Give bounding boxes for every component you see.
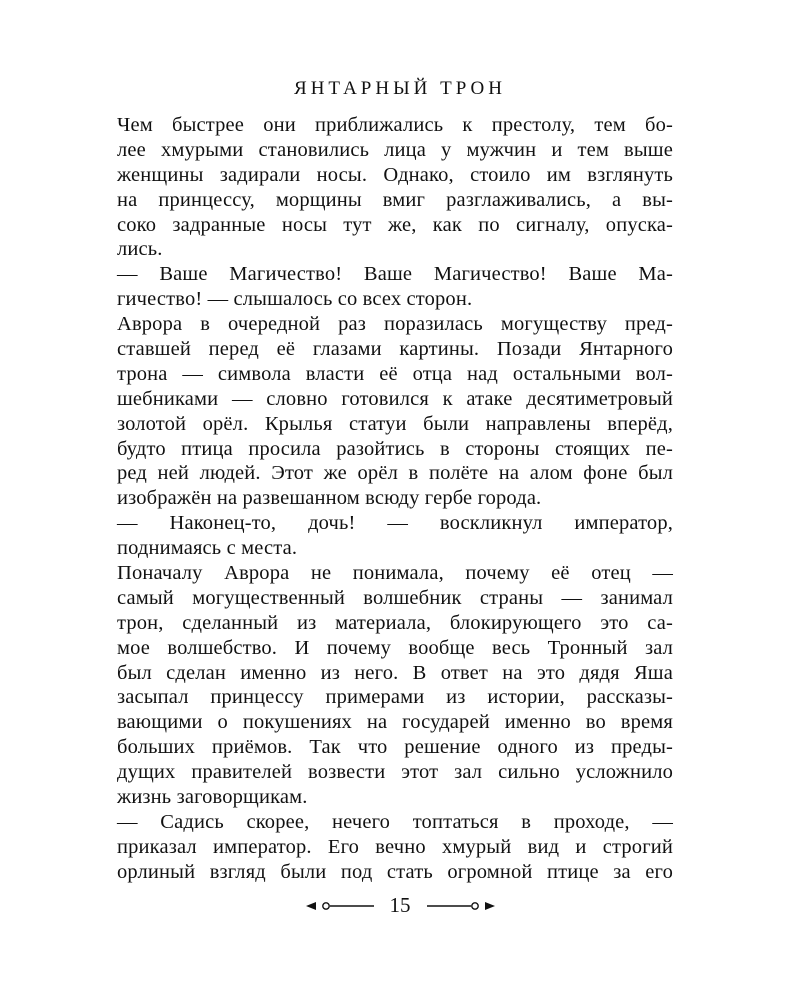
text-line: Аврора в очередной раз поразилась могуществу пред- [117, 313, 673, 336]
text-line: Поначалу Аврора не понимала, почему её отец — [117, 562, 673, 585]
text-line: шебниками — словно готовился к атаке десятиметровый [117, 387, 673, 410]
text-line: приказал император. Его вечно хмурый вид и строгий [117, 835, 673, 858]
text-line: вающими о покушениях на государей именно во время [117, 711, 673, 734]
right-ornament-icon [425, 899, 497, 913]
page-number: 15 [389, 893, 411, 917]
page-footer [0, 893, 800, 918]
text-line: лее хмурыми становились лица у мужчин и тем выше [117, 138, 673, 161]
text-line: гичество! — слышалось со всех сторон. [117, 288, 473, 311]
text-line: больших приёмов. Так что решение одного из преды- [117, 736, 673, 759]
left-ornament-icon [304, 899, 376, 913]
text-line: — Наконец-то, дочь! — воскликнул император, [117, 512, 673, 535]
text-line: изображён на развешанном всюду гербе города. [117, 487, 542, 510]
running-title: ЯНТАРНЫЙ ТРОН [294, 78, 506, 99]
text-line: Чем быстрее они приближались к престолу, тем бо- [117, 114, 673, 136]
text-line: лись. [117, 238, 163, 261]
text-line: ред ней людей. Этот же орёл в полёте на алом фоне был [117, 462, 673, 485]
text-line: золотой орёл. Крылья статуи были направлены вперёд, [117, 412, 673, 435]
text-line: дущих правителей возвести этот зал сильно усложнило [117, 761, 673, 784]
text-line: ставшей перед её глазами картины. Позади Янтарного [117, 338, 673, 361]
text-line: женщины задирали носы. Однако, стоило им взглянуть [117, 163, 673, 186]
text-line: орлиный взгляд были под стать огромной птице за его [117, 860, 673, 883]
text-line: мое волшебство. И почему вообще весь Тронный зал [117, 636, 673, 659]
text-line: засыпал принцессу примерами из истории, рассказы- [117, 686, 673, 709]
text-line: был сделан именно из него. В ответ на это дядя Яша [117, 661, 673, 684]
text-line: соко задранные носы тут же, как по сигналу, опуска- [117, 213, 673, 236]
body-text [117, 113, 673, 885]
text-line: самый могущественный волшебник страны — занимал [117, 586, 673, 609]
text-line: трона — символа власти её отца над остальными вол- [117, 362, 673, 385]
text-line: жизнь заговорщикам. [117, 786, 308, 809]
text-line: трон, сделанный из материала, блокирующего это са- [117, 611, 673, 634]
text-line: на принцессу, морщины вмиг разглаживались, а вы- [117, 188, 673, 211]
text-line: — Садись скорее, нечего топтаться в проходе, — [117, 810, 673, 833]
text-line: будто птица просила разойтись в стороны стоящих пе- [117, 437, 673, 460]
text-line: поднимаясь с места. [117, 537, 298, 560]
text-line: — Ваше Магичество! Ваше Магичество! Ваше Ма- [117, 263, 673, 286]
